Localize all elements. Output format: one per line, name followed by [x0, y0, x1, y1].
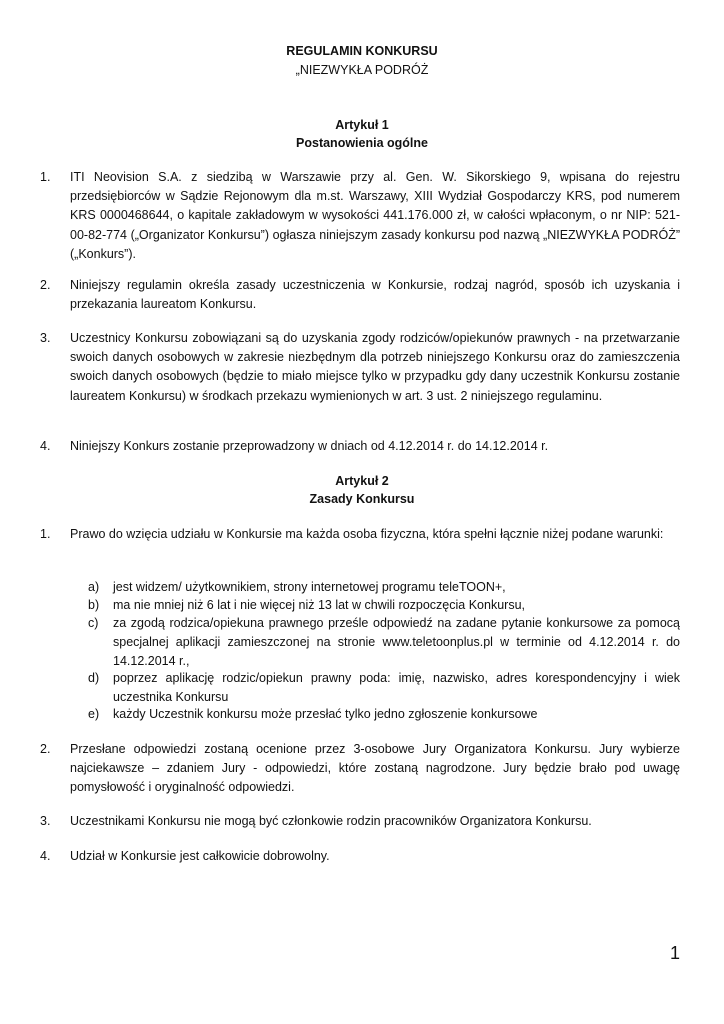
item-number: 4.	[40, 849, 51, 863]
item-text: Niniejszy regulamin określa zasady uczestniczenia w Konkursie, rodzaj nagród, sposób ich uzyskania i przekazania laureatom Konkursu.	[70, 278, 680, 312]
article-2-item-4	[40, 847, 680, 866]
article-1-item-1	[40, 168, 680, 264]
item-number: 3.	[40, 331, 51, 345]
condition-letter: a)	[88, 580, 100, 594]
article-1-heading: Artykuł 1	[335, 118, 389, 132]
item-text: Uczestnikami Konkursu nie mogą być członkowie rodzin pracowników Organizatora Konkursu.	[70, 814, 592, 828]
condition-e	[88, 705, 680, 724]
item-number: 3.	[40, 814, 51, 828]
item-number: 1.	[40, 527, 51, 541]
article-2-subheading: Zasady Konkursu	[309, 492, 415, 506]
item-text: Udział w Konkursie jest całkowicie dobrowolny.	[70, 849, 330, 863]
article-2-item-2	[40, 740, 680, 798]
item-number: 1.	[40, 170, 51, 184]
condition-letter: c)	[88, 616, 99, 630]
document-subtitle: „NIEZWYKŁA PODRÓŻ	[295, 63, 429, 77]
item-text: ITI Neovision S.A. z siedzibą w Warszawie przy al. Gen. W. Sikorskiego 9, wpisana do rejestru przedsiębiorców w Sądzie Rejonowym dla m.st. Warszawy, XIII Wydział Gospodarczy KRS, pod numerem KRS 0000468644, o kapitale zakładowym w wysokości 441.176.000 zł, w całości wpłaconym, o nr NIP: 521-00-82-774 („Organizator Konkursu”) ogłasza niniejszym zasady konkursu pod nazwą „NIEZWYKŁA PODRÓŻ” („Konkurs”).	[70, 170, 680, 261]
condition-text: za zgodą rodzica/opiekuna prawnego prześle odpowiedź na zadane pytanie konkursowe za pomocą specjalnej aplikacji zamieszczonej na stronie www.teletoonplus.pl w terminie od 4.12.2014 r. do 14.12.2014 r.,	[113, 616, 680, 669]
article-1-item-4	[40, 437, 680, 456]
item-text: Prawo do wzięcia udziału w Konkursie ma każda osoba fizyczna, która spełni łącznie niżej podane warunki:	[70, 527, 664, 541]
item-number: 4.	[40, 439, 51, 453]
condition-text: jest widzem/ użytkownikiem, strony internetowej programu teleTOON+,	[113, 580, 506, 594]
condition-c	[88, 614, 680, 672]
condition-text: poprzez aplikację rodzic/opiekun prawny poda: imię, nazwisko, adres korespondencyjny i wiek uczestnika Konkursu	[113, 671, 680, 705]
condition-text: ma nie mniej niż 6 lat i nie więcej niż 13 lat w chwili rozpoczęcia Konkursu,	[113, 598, 525, 612]
article-2-heading: Artykuł 2	[335, 474, 389, 488]
condition-d	[88, 669, 680, 707]
item-number: 2.	[40, 742, 51, 756]
page-number: 1	[669, 943, 680, 963]
article-2-item-3	[40, 812, 680, 831]
article-1-item-2	[40, 276, 680, 314]
article-1-item-3	[40, 329, 680, 406]
item-text: Przesłane odpowiedzi zostaną ocenione przez 3-osobowe Jury Organizatora Konkursu. Jury wybierze najciekawsze – zdaniem Jury - odpowiedzi, które zostaną nagrodzone. Jury będzie brało pod uwagę pomysłowość i oryginalność odpowiedzi.	[70, 742, 680, 795]
condition-b	[88, 596, 680, 615]
condition-letter: d)	[88, 671, 100, 685]
item-text: Uczestnicy Konkursu zobowiązani są do uzyskania zgody rodziców/opiekunów prawnych - na przetwarzanie swoich danych osobowych w zakresie niezbędnym dla potrzeb niniejszego Konkursu oraz do zamieszczenia swoich danych osobowych (będzie to miało miejsce tylko w przypadku gdy dany uczestnik Konkursu zostanie laureatem Konkursu) w środkach przekazu wymienionych w art. 3 ust. 2 niniejszego regulaminu.	[70, 331, 680, 403]
item-text: Niniejszy Konkurs zostanie przeprowadzony w dniach od 4.12.2014 r. do 14.12.2014 r.	[70, 439, 549, 453]
condition-letter: b)	[88, 598, 100, 612]
condition-letter: e)	[88, 707, 100, 721]
condition-text: każdy Uczestnik konkursu może przesłać tylko jedno zgłoszenie konkursowe	[113, 707, 538, 721]
article-2-item-1	[40, 525, 680, 544]
item-number: 2.	[40, 278, 51, 292]
condition-a	[88, 578, 680, 597]
document-title: REGULAMIN KONKURSU	[286, 44, 438, 58]
article-1-subheading: Postanowienia ogólne	[296, 136, 428, 150]
